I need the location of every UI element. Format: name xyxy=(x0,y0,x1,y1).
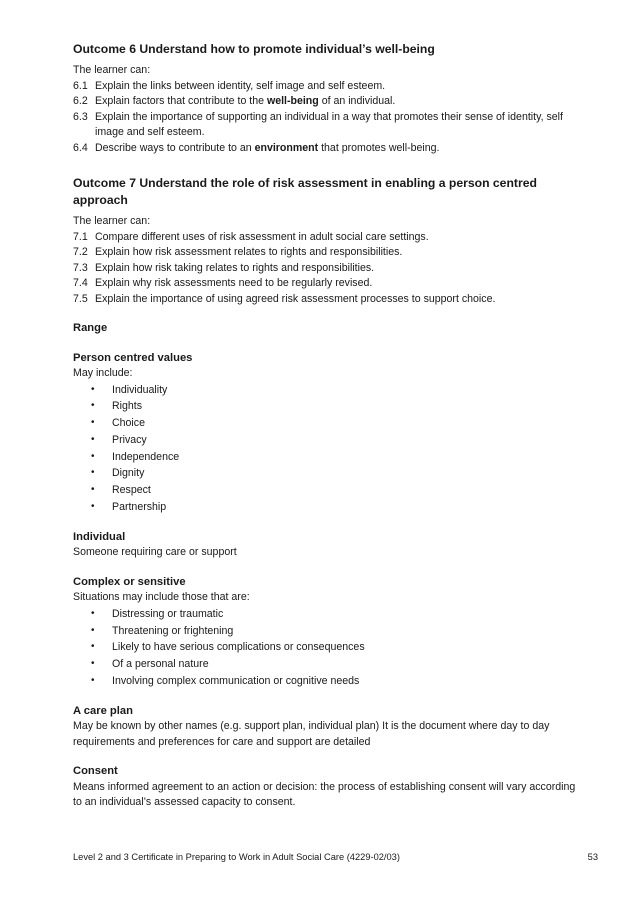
criterion-7-3 xyxy=(73,261,578,277)
criterion-7-2 xyxy=(73,245,578,261)
criterion-text: Compare different uses of risk assessment in adult social care settings. xyxy=(95,230,429,243)
footer-qualification-title: Level 2 and 3 Certificate in Preparing to Work in Adult Social Care (4229-02/03) xyxy=(73,852,400,862)
bullet-icon: • xyxy=(91,484,95,496)
list-item-text: Individuality xyxy=(112,383,168,396)
criterion-text: Explain the importance of using agreed risk assessment processes to support choice. xyxy=(95,292,496,305)
criterion-text: Explain how risk assessment relates to rights and responsibilities. xyxy=(95,246,403,258)
bullet-icon: • xyxy=(91,501,95,513)
criterion-6-3 xyxy=(73,110,578,141)
criterion-number: 7.3 xyxy=(73,261,88,274)
criterion-7-5 xyxy=(73,292,578,308)
criterion-text xyxy=(95,94,578,110)
complex-sensitive-section xyxy=(73,574,578,690)
list-item xyxy=(91,415,578,432)
criterion-number: 7.5 xyxy=(73,292,88,305)
criterion-6-2 xyxy=(73,94,578,110)
list-item xyxy=(91,382,578,399)
glossary-term-well-being: well-being xyxy=(266,95,319,107)
list-item-text: Choice xyxy=(112,417,145,430)
consent-text: Means informed agreement to an action or decision: the process of establishing consent will vary according to an individual’s assessed capacity to consent. xyxy=(73,780,576,809)
criterion-number: 6.2 xyxy=(73,95,88,107)
outcome-7-title: Outcome 7 Understand the role of risk assessment in enabling a person centred approach xyxy=(73,176,537,207)
criterion-text xyxy=(95,141,578,157)
bullet-icon: • xyxy=(91,658,95,670)
criterion-6-1 xyxy=(73,79,578,95)
criterion-number: 7.4 xyxy=(73,277,88,289)
criterion-number: 6.1 xyxy=(73,79,88,92)
bullet-icon: • xyxy=(91,607,95,619)
bullet-icon: • xyxy=(91,467,95,479)
criterion-number: 7.1 xyxy=(73,230,88,243)
list-item xyxy=(91,639,578,656)
bullet-icon: • xyxy=(91,450,95,462)
outcome-6-section xyxy=(73,41,578,156)
care-plan-section xyxy=(73,703,578,751)
criterion-text-pre: Explain factors that contribute to the xyxy=(95,95,267,107)
list-item xyxy=(91,432,578,449)
individual-section xyxy=(73,529,578,561)
criterion-number: 6.3 xyxy=(73,110,88,123)
page-footer xyxy=(73,852,598,862)
consent-section xyxy=(73,763,578,811)
criterion-text-pre: Describe ways to contribute to an xyxy=(95,141,255,154)
outcome-7-intro: The learner can: xyxy=(73,215,151,227)
list-item xyxy=(91,623,578,640)
complex-sensitive-intro: Situations may include those that are: xyxy=(73,591,250,604)
list-item-text: Respect xyxy=(112,484,151,497)
care-plan-heading: A care plan xyxy=(73,704,133,717)
list-item xyxy=(91,673,578,690)
criterion-7-4 xyxy=(73,276,578,292)
complex-sensitive-heading: Complex or sensitive xyxy=(73,575,186,588)
list-item xyxy=(91,398,578,415)
page-number: 53 xyxy=(587,852,598,862)
list-item xyxy=(91,465,578,482)
complex-sensitive-list xyxy=(73,606,578,690)
list-item-text: Independence xyxy=(112,450,180,463)
individual-text: Someone requiring care or support xyxy=(73,546,237,559)
consent-heading: Consent xyxy=(73,765,118,778)
bullet-icon: • xyxy=(91,383,95,395)
bullet-icon: • xyxy=(91,417,95,429)
bullet-icon: • xyxy=(91,624,95,636)
list-item-text: Likely to have serious complications or consequences xyxy=(112,641,365,654)
criterion-7-1 xyxy=(73,230,578,246)
list-item-text: Rights xyxy=(112,400,143,413)
list-item-text: Dignity xyxy=(112,467,145,480)
list-item-text: Partnership xyxy=(112,501,167,514)
person-centred-values-intro: May include: xyxy=(73,367,133,379)
individual-heading: Individual xyxy=(73,530,126,543)
outcome-7-section xyxy=(73,175,578,307)
outcome-6-intro: The learner can: xyxy=(73,64,151,76)
bullet-icon: • xyxy=(91,641,95,653)
list-item xyxy=(91,482,578,499)
list-item-text: Involving complex communication or cognitive needs xyxy=(112,675,360,688)
criterion-text: Explain how risk taking relates to rights and responsibilities. xyxy=(95,261,375,274)
range-heading: Range xyxy=(73,322,108,334)
criterion-text: Explain the links between identity, self image and self esteem. xyxy=(95,79,386,92)
list-item-text: Distressing or traumatic xyxy=(112,607,224,620)
criterion-text: Explain why risk assessments need to be regularly revised. xyxy=(95,277,373,289)
list-item xyxy=(91,656,578,673)
criterion-text-post: that promotes well-being. xyxy=(318,141,440,154)
criterion-number: 6.4 xyxy=(73,141,88,154)
person-centred-values-section xyxy=(73,350,578,516)
person-centred-values-list xyxy=(73,382,578,516)
list-item xyxy=(91,499,578,516)
criterion-text-post: of an individual. xyxy=(318,95,396,107)
criterion-text: Explain the importance of supporting an individual in a way that promotes their sense of identity, self image and self esteem. xyxy=(95,110,563,138)
person-centred-values-heading: Person centred values xyxy=(73,351,193,364)
list-item xyxy=(91,606,578,623)
list-item xyxy=(91,449,578,466)
criterion-number: 7.2 xyxy=(73,246,88,258)
bullet-icon: • xyxy=(91,433,95,445)
list-item-text: Threatening or frightening xyxy=(112,624,234,637)
outcome-6-title: Outcome 6 Understand how to promote individual’s well-being xyxy=(73,42,435,56)
list-item-text: Privacy xyxy=(112,433,147,446)
bullet-icon: • xyxy=(91,400,95,412)
list-item-text: Of a personal nature xyxy=(112,658,209,671)
bullet-icon: • xyxy=(91,675,95,687)
care-plan-text: May be known by other names (e.g. support plan, individual plan) It is the document where day to day requirements and preferences for care and support are detailed xyxy=(73,720,550,748)
glossary-term-environment: environment xyxy=(254,141,319,154)
criterion-6-4 xyxy=(73,141,578,157)
